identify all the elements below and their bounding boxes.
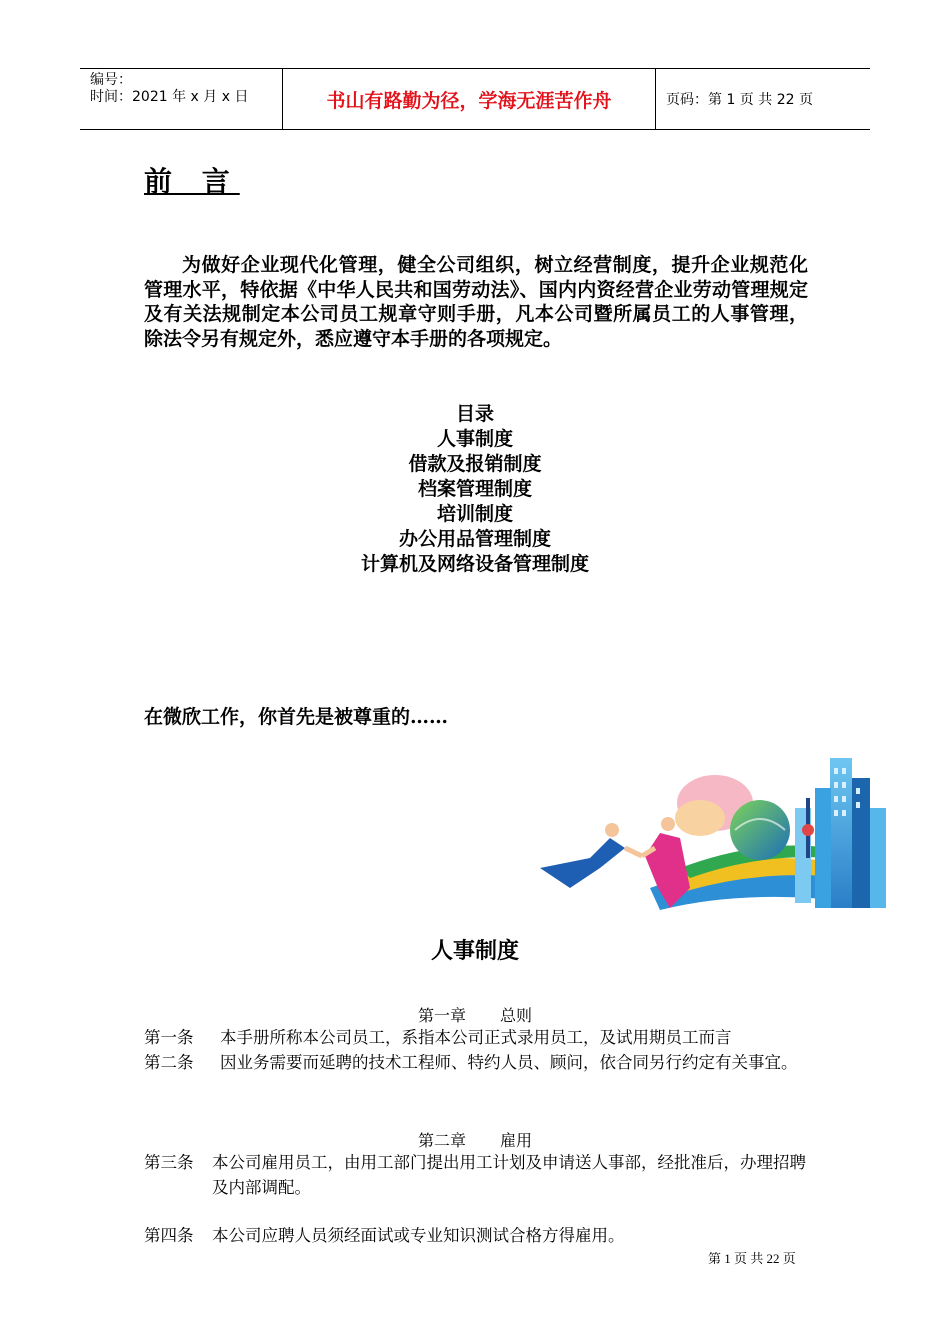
toc-item: 档案管理制度	[417, 478, 532, 500]
toc-title: 目录	[455, 403, 494, 425]
document-date: 时间：2021 年 x 月 x 日	[90, 89, 249, 105]
header-meta	[80, 69, 282, 129]
table-of-contents	[0, 402, 950, 577]
article-text: 本公司应聘人员须经面试或专业知识测试合格方得雇用。	[212, 1226, 625, 1245]
preface-title: 前 言	[144, 165, 240, 198]
article-text: 本手册所称本公司员工，系指本公司正式录用员工，及试用期员工而言	[220, 1028, 732, 1047]
article	[144, 1223, 808, 1248]
toc-item: 人事制度	[436, 428, 513, 450]
toc-item: 培训制度	[436, 503, 513, 525]
chapter-heading	[0, 1003, 950, 1026]
chapter-number: 第一章	[417, 1008, 466, 1025]
toc-item: 计算机及网络设备管理制度	[360, 553, 589, 575]
article-number: 第二条	[144, 1053, 194, 1072]
chapter-number: 第二章	[417, 1133, 466, 1150]
header-page-info: 页码：第 1 页 共 22 页	[666, 92, 813, 108]
article-text: 本公司雇用员工，由用工部门提出用工计划及申请送人事部，经批准后，办理招聘及内部调配。	[212, 1153, 806, 1197]
business-handshake-city-illustration-icon	[530, 738, 890, 910]
article	[144, 1025, 808, 1050]
section-title: 人事制度	[430, 938, 519, 964]
chapter-heading	[0, 1128, 950, 1151]
chapter-name: 雇用	[500, 1133, 533, 1150]
company-tagline: 在微欣工作，你首先是被尊重的……	[144, 706, 449, 728]
header-motto: 书山有路勤为径，学海无涯苦作舟	[282, 69, 656, 129]
article-number: 第一条	[144, 1028, 194, 1047]
toc-item: 办公用品管理制度	[398, 528, 551, 550]
page-footer: 第 1 页 共 22 页	[708, 1251, 796, 1266]
toc-item: 借款及报销制度	[408, 453, 542, 475]
article	[144, 1150, 808, 1200]
article	[144, 1050, 808, 1075]
article-number: 第三条	[144, 1153, 194, 1172]
article-text: 因业务需要而延聘的技术工程师、特约人员、顾问，依合同另行约定有关事宜。	[220, 1053, 798, 1072]
chapter-name: 总则	[500, 1008, 533, 1025]
preface-body: 为做好企业现代化管理，健全公司组织，树立经营制度，提升企业规范化管理水平，特依据《中华人民共和国劳动法》、国内内资经营企业劳动管理规定及有关法规制定本公司员工规章守则手册，凡本公司暨所属员工的人事管理，除法令另有规定外，悉应遵守本手册的各项规定。	[144, 254, 808, 350]
page-header	[80, 68, 870, 130]
document-number-label: 编号：	[90, 72, 132, 88]
article-number: 第四条	[144, 1226, 194, 1245]
